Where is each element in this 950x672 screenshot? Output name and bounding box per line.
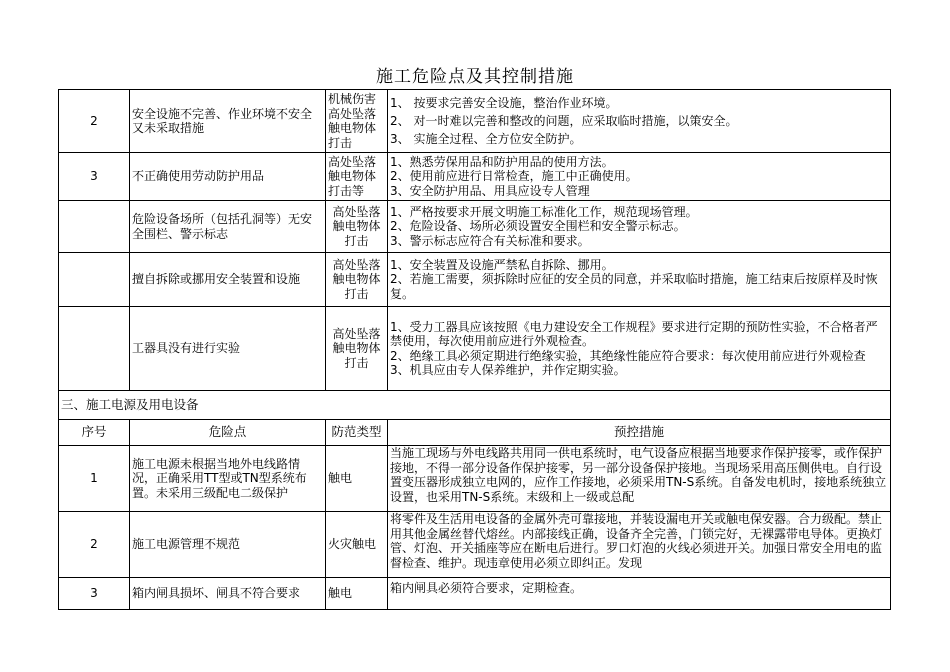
measure-line: 2、危险设备、场所必须设置安全围栏和安全警示标志。 [390, 219, 686, 234]
type-cell: 高处坠落触电物体打击 [326, 201, 388, 253]
section-title: 三、施工电源及用电设备 [59, 391, 891, 420]
measure-line: 1、受力工器具应该按照《电力建设安全工作规程》要求进行定期的预防性实验，不合格者严禁使用，每次使用前应进行外观检查。 [390, 319, 878, 348]
row-number: 3 [59, 578, 130, 610]
measure-line: 3、机具应由专人保养维护，并作定期实验。 [390, 363, 626, 377]
row-number [59, 201, 130, 253]
type-cell: 触电 [326, 446, 388, 512]
hazard-cell: 危险设备场所（包括孔洞等）无安全围栏、警示标志 [130, 201, 326, 253]
measures-cell [388, 253, 891, 307]
measures-cell [388, 307, 891, 391]
measure-line: 当施工现场与外电线路共用同一供电系统时，电气设备应根据当地要求作保护接零，或作保护接地，不得一部分设备作保护接零，另一部分设备保护接地。当现场采用高压侧供电。自行设置变压器形成独立电网的，应作工作接地，必须采用TN-S系统。自备发电机时，接地系统独立设置，也采用TN-S系统。末级和上一级或总配 [390, 446, 887, 504]
measures-cell [388, 201, 891, 253]
measure-line: 2、绝缘工具必须定期进行绝缘实验，其绝缘性能应符合要求：每次使用前应进行外观检查 [390, 348, 866, 363]
measures-cell [388, 512, 891, 578]
measures-cell [388, 578, 891, 610]
measure-line: 1、安全装置及设施严禁私自拆除、挪用。 [390, 257, 614, 272]
measure-line: 1、 按要求完善安全设施，整治作业环境。 [390, 96, 618, 110]
table-row [59, 578, 891, 610]
hazard-cell: 安全设施不完善、作业环境不安全又未采取措施 [130, 90, 326, 153]
hazard-cell: 施工电源管理不规范 [130, 512, 326, 578]
measure-line: 将零件及生活用电设备的金属外壳可靠接地，并装设漏电开关或触电保安器。合力级配。禁止用其他金属丝替代熔丝。内部接线正确，设备齐全完善，门锁完好，无裸露带电导体。更换灯管、灯泡、开关插座等应在断电后进行。罗口灯泡的火线必须进开关。加强日常安全用电的监督检查、维护。现违章使用必须立即纠正。发现 [390, 512, 883, 570]
header-measures: 预控措施 [388, 420, 891, 446]
hazard-cell: 不正确使用劳动防护用品 [130, 153, 326, 201]
measure-line: 3、安全防护用品、用具应设专人管理 [390, 183, 590, 198]
hazard-cell: 擅自拆除或挪用安全装置和设施 [130, 253, 326, 307]
type-cell: 高处坠落触电物体打击 [326, 307, 388, 391]
measure-line: 箱内闸具必须符合要求，定期检查。 [390, 581, 583, 595]
table-row [59, 201, 891, 253]
table-row [59, 153, 891, 201]
table-row [59, 446, 891, 512]
table-row [59, 90, 891, 153]
measure-line: 1、严格按要求开展文明施工标准化工作，规范现场管理。 [390, 204, 698, 219]
type-cell: 高处坠落触电物体打击 [326, 253, 388, 307]
measures-cell [388, 90, 891, 153]
type-cell: 高处坠落触电物体打击等 [326, 153, 388, 201]
page-title: 施工危险点及其控制措施 [376, 67, 574, 87]
row-number: 2 [59, 90, 130, 153]
measure-line: 3、 实施全过程、全方位安全防护。 [390, 132, 582, 146]
row-number: 1 [59, 446, 130, 512]
type-cell: 火灾触电 [326, 512, 388, 578]
header-no: 序号 [59, 420, 130, 446]
table-row [59, 253, 891, 307]
row-number [59, 253, 130, 307]
hazard-cell: 箱内闸具损坏、闸具不符合要求 [130, 578, 326, 610]
table-row [59, 307, 891, 391]
measures-cell [388, 446, 891, 512]
hazard-cell: 工器具没有进行实验 [130, 307, 326, 391]
row-number [59, 307, 130, 391]
measure-line: 3、警示标志应符合有关标准和要求。 [390, 233, 590, 248]
measure-line: 2、 对一时难以完善和整改的问题，应采取临时措施，以策安全。 [390, 114, 738, 128]
section-row [59, 391, 891, 420]
row-number: 3 [59, 153, 130, 201]
row-number: 2 [59, 512, 130, 578]
header-hazard: 危险点 [130, 420, 326, 446]
measure-line: 2、使用前应进行日常检查，施工中正确使用。 [390, 169, 638, 184]
measure-line: 1、熟悉劳保用品和防护用品的使用方法。 [390, 154, 614, 169]
hazard-cell: 施工电源未根据当地外电线路情况，正确采用TT型或TN型系统布置。未采用三级配电二级保护 [130, 446, 326, 512]
measure-line: 2、若施工需要，须拆除时应征的安全员的同意，并采取临时措施，施工结束后按原样及时恢复。 [390, 272, 878, 301]
header-row [59, 420, 891, 446]
hazard-table [58, 89, 891, 610]
type-cell: 机械伤害高处坠落触电物体打击 [326, 90, 388, 153]
header-type: 防范类型 [326, 420, 388, 446]
measures-cell [388, 153, 891, 201]
table-row [59, 512, 891, 578]
type-cell: 触电 [326, 578, 388, 610]
